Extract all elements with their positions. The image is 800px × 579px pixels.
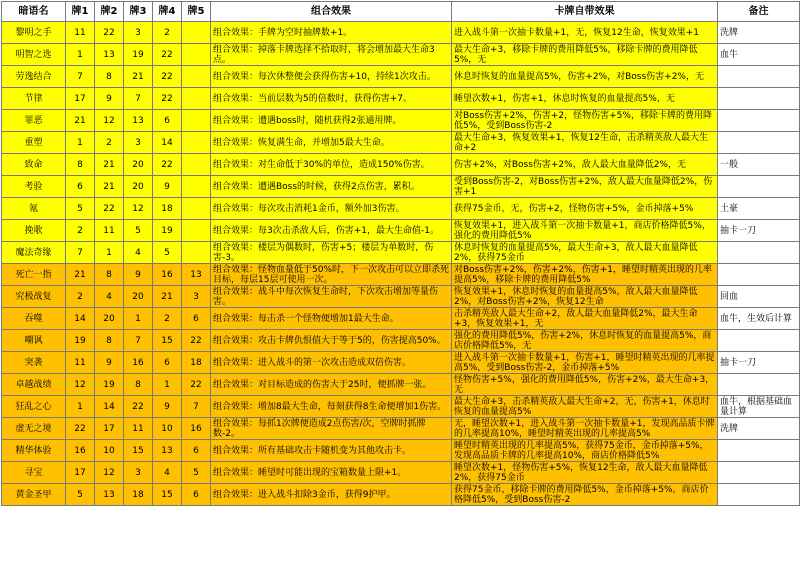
card-number-cell: 2 (153, 308, 182, 330)
card-number-cell (182, 242, 211, 264)
cipher-name-cell: 挽歌 (2, 220, 66, 242)
card-number-cell: 13 (182, 264, 211, 286)
card-effect-cell: 获得75金币，移除卡牌的费用降低5%，金币掉落+5%，商店价格降低5%，受到Boss伤害-2 (452, 484, 718, 506)
card-number-cell: 1 (95, 242, 124, 264)
card-number-cell: 19 (95, 374, 124, 396)
card-effect-cell: 获得75金币，无，伤害+2，怪物伤害+5%，金币掉落+5% (452, 198, 718, 220)
card-number-cell: 4 (124, 242, 153, 264)
card-number-cell: 22 (153, 154, 182, 176)
cipher-name-cell: 究极战复 (2, 286, 66, 308)
card-number-cell: 20 (124, 154, 153, 176)
combo-effect-cell: 组合效果：每3次击杀敌人后，伤害+1，最大生命值-1。 (211, 220, 452, 242)
cipher-name-cell: 罪恶 (2, 110, 66, 132)
card-effect-cell: 睡望时精英出现的几率提高5%，获得75金币，金币掉落+5%，发现高品质卡牌的几率提高10%，商店价格降低5% (452, 440, 718, 462)
card-number-cell: 22 (153, 88, 182, 110)
card-number-cell: 13 (124, 110, 153, 132)
cipher-name-cell: 劳逸结合 (2, 66, 66, 88)
cipher-name-cell: 重塑 (2, 132, 66, 154)
card-number-cell: 8 (66, 154, 95, 176)
card-number-cell: 15 (153, 330, 182, 352)
combo-effect-cell: 组合效果：增加8最大生命，每刻获得8生命便增加1伤害。 (211, 396, 452, 418)
table-body (2, 22, 800, 506)
card-number-cell: 19 (66, 330, 95, 352)
note-cell: 血牛，生效后计算 (718, 308, 800, 330)
table-row (2, 308, 800, 330)
card-effect-cell: 恢复效果+1，进入战斗第一次抽卡数量+1，商店价格降低5%，强化的费用降低5% (452, 220, 718, 242)
column-header: 牌2 (95, 2, 124, 22)
card-number-cell (182, 22, 211, 44)
card-number-cell: 12 (95, 462, 124, 484)
combo-effect-cell: 组合效果：怪物血量低于50%时，下一次攻击可以立即杀死目标，每层15层可使用一次。 (211, 264, 452, 286)
card-number-cell (182, 88, 211, 110)
note-cell (718, 66, 800, 88)
card-number-cell: 15 (124, 440, 153, 462)
card-number-cell: 16 (124, 352, 153, 374)
card-number-cell: 6 (182, 484, 211, 506)
card-number-cell: 20 (124, 176, 153, 198)
card-number-cell: 11 (95, 220, 124, 242)
cipher-name-cell: 狂乱之心 (2, 396, 66, 418)
card-number-cell: 16 (153, 264, 182, 286)
combo-effect-cell: 组合效果：对生命低于30%的单位，造成150%伤害。 (211, 154, 452, 176)
cipher-name-cell: 突袭 (2, 352, 66, 374)
card-number-cell: 9 (95, 352, 124, 374)
card-effect-cell: 强化的费用降低5%，伤害+2%，休息时恢复的血量提高5%，商店价格降低5%，无 (452, 330, 718, 352)
combo-effect-cell: 组合效果：每次攻击消耗1金币，额外加3伤害。 (211, 198, 452, 220)
card-effect-cell: 受到Boss伤害-2，对Boss伤害+2%，敌人最大血量降低2%，伤害+1 (452, 176, 718, 198)
note-cell: 洗牌 (718, 22, 800, 44)
card-number-cell: 5 (182, 462, 211, 484)
card-number-cell: 13 (95, 484, 124, 506)
note-cell (718, 242, 800, 264)
card-number-cell: 19 (153, 220, 182, 242)
note-cell: 抽卡一刀 (718, 220, 800, 242)
card-number-cell: 8 (124, 374, 153, 396)
table-row (2, 264, 800, 286)
combo-effect-cell: 组合效果：遭遇Boss的时候，获得2点伤害，累积。 (211, 176, 452, 198)
cipher-table (1, 1, 800, 506)
table-row (2, 220, 800, 242)
combo-effect-cell: 组合效果：所有基础攻击卡随机变为其他攻击卡。 (211, 440, 452, 462)
card-number-cell: 8 (95, 330, 124, 352)
cipher-name-cell: 精华体验 (2, 440, 66, 462)
combo-effect-cell: 组合效果：每次休整便会获得伤害+10，持续1次攻击。 (211, 66, 452, 88)
table-row (2, 154, 800, 176)
card-number-cell: 1 (66, 132, 95, 154)
column-header: 备注 (718, 2, 800, 22)
card-number-cell: 17 (66, 462, 95, 484)
note-cell: 土豪 (718, 198, 800, 220)
combo-effect-cell: 组合效果：当前层数为5的倍数时，获得伤害+7。 (211, 88, 452, 110)
table-row (2, 374, 800, 396)
card-number-cell: 10 (153, 418, 182, 440)
card-number-cell: 8 (95, 264, 124, 286)
card-number-cell: 22 (95, 198, 124, 220)
table-row (2, 330, 800, 352)
note-cell: 回血 (718, 286, 800, 308)
column-header: 牌3 (124, 2, 153, 22)
card-number-cell: 10 (95, 440, 124, 462)
combo-effect-cell: 组合效果：楼层为偶数时，伤害+5；楼层为单数时，伤害-3。 (211, 242, 452, 264)
cipher-name-cell: 死亡一指 (2, 264, 66, 286)
card-number-cell: 22 (66, 418, 95, 440)
card-number-cell: 7 (66, 242, 95, 264)
header-row (2, 2, 800, 22)
card-number-cell: 6 (153, 110, 182, 132)
cipher-name-cell: 黎明之手 (2, 22, 66, 44)
column-header: 组合效果 (211, 2, 452, 22)
card-number-cell: 14 (66, 308, 95, 330)
note-cell (718, 176, 800, 198)
card-number-cell: 21 (153, 286, 182, 308)
card-number-cell: 6 (153, 352, 182, 374)
note-cell: 一般 (718, 154, 800, 176)
card-number-cell: 2 (95, 132, 124, 154)
card-number-cell: 14 (153, 132, 182, 154)
table-row (2, 88, 800, 110)
card-effect-cell: 进入战斗第一次抽卡数量+1，伤害+1，睡望时精英出现的几率提高5%，受到Boss伤害-2，金币掉落+5% (452, 352, 718, 374)
card-number-cell: 19 (124, 44, 153, 66)
note-cell: 血牛 (718, 44, 800, 66)
note-cell (718, 132, 800, 154)
card-number-cell: 5 (66, 198, 95, 220)
card-effect-cell: 最大生命+3，移除卡牌的费用降低5%，移除卡牌的费用降低5%，无 (452, 44, 718, 66)
card-number-cell: 12 (95, 110, 124, 132)
card-number-cell: 22 (182, 330, 211, 352)
table-row (2, 418, 800, 440)
table-row (2, 198, 800, 220)
card-number-cell (182, 110, 211, 132)
card-number-cell (182, 198, 211, 220)
table-row (2, 110, 800, 132)
card-number-cell: 3 (182, 286, 211, 308)
combo-effect-cell: 组合效果：恢复满生命，并增加5最大生命。 (211, 132, 452, 154)
card-effect-cell: 对Boss伤害+2%，伤害+2%，伤害+1，睡望时精英出现的几率提高5%，移除卡牌的费用降低5% (452, 264, 718, 286)
column-header: 卡牌自带效果 (452, 2, 718, 22)
card-number-cell: 17 (66, 88, 95, 110)
column-header: 牌1 (66, 2, 95, 22)
card-number-cell: 18 (124, 484, 153, 506)
cipher-name-cell: 虚无之境 (2, 418, 66, 440)
card-effect-cell: 进入战斗第一次抽卡数量+1，无，恢复12生命，恢复效果+1 (452, 22, 718, 44)
combo-effect-cell: 组合效果：攻击卡牌仇恨值大于等于5的，伤害提高50%。 (211, 330, 452, 352)
card-number-cell: 3 (124, 462, 153, 484)
card-number-cell: 17 (95, 418, 124, 440)
table-row (2, 132, 800, 154)
card-number-cell: 2 (153, 22, 182, 44)
combo-effect-cell: 组合效果：掉落卡牌选择不拾取时，将会增加最大生命3点。 (211, 44, 452, 66)
cipher-name-cell: 黄金圣甲 (2, 484, 66, 506)
card-number-cell: 1 (124, 308, 153, 330)
card-number-cell: 4 (153, 462, 182, 484)
card-number-cell: 13 (95, 44, 124, 66)
card-number-cell: 9 (95, 88, 124, 110)
card-number-cell: 22 (153, 44, 182, 66)
cipher-name-cell: 吞噬 (2, 308, 66, 330)
cipher-name-cell: 节律 (2, 88, 66, 110)
card-effect-cell: 最大生命+3，恢复效果+1，恢复12生命，击杀精英敌人最大生命+2 (452, 132, 718, 154)
card-number-cell: 21 (66, 264, 95, 286)
table-row (2, 440, 800, 462)
card-number-cell (182, 44, 211, 66)
column-header: 牌4 (153, 2, 182, 22)
cipher-name-cell: 氪 (2, 198, 66, 220)
column-header: 暗语名 (2, 2, 66, 22)
card-number-cell: 21 (66, 110, 95, 132)
note-cell: 洗牌 (718, 418, 800, 440)
note-cell (718, 110, 800, 132)
card-effect-cell: 恢复效果+1，休息时恢复的血量提高5%，敌人最大血量降低2%，对Boss伤害+2%，恢复12生命 (452, 286, 718, 308)
card-effect-cell: 睡望次数+1，伤害+1，休息时恢复的血量提高5%，无 (452, 88, 718, 110)
card-effect-cell: 伤害+2%，对Boss伤害+2%，敌人最大血量降低2%，无 (452, 154, 718, 176)
note-cell: 血牛，根据基础血量计算 (718, 396, 800, 418)
card-number-cell: 20 (95, 308, 124, 330)
card-number-cell: 12 (66, 374, 95, 396)
card-number-cell: 22 (182, 374, 211, 396)
table-row (2, 66, 800, 88)
table-row (2, 22, 800, 44)
card-number-cell: 2 (66, 220, 95, 242)
card-number-cell (182, 132, 211, 154)
note-cell (718, 484, 800, 506)
card-effect-cell: 对Boss伤害+2%，伤害+2，怪物伤害+5%，移除卡牌的费用降低5%，受到Boss伤害-2 (452, 110, 718, 132)
table-row (2, 176, 800, 198)
note-cell (718, 440, 800, 462)
card-number-cell: 3 (124, 22, 153, 44)
card-number-cell: 22 (124, 396, 153, 418)
table-row (2, 462, 800, 484)
note-cell (718, 330, 800, 352)
combo-effect-cell: 组合效果：遭遇boss时，随机获得2张通用牌。 (211, 110, 452, 132)
card-number-cell: 9 (153, 176, 182, 198)
card-number-cell: 18 (153, 198, 182, 220)
card-effect-cell: 无，睡望次数+1，进入战斗第一次抽卡数量+1，发现高品质卡牌的几率提高10%，睡望时精英出现的几率提高5% (452, 418, 718, 440)
combo-effect-cell: 组合效果：每抓1次牌便造成2点伤害/次，空牌时抓牌数-2。 (211, 418, 452, 440)
card-number-cell: 21 (95, 154, 124, 176)
card-number-cell: 11 (124, 418, 153, 440)
card-number-cell: 7 (182, 396, 211, 418)
table-row (2, 352, 800, 374)
card-effect-cell: 怪物伤害+5%，强化的费用降低5%，伤害+2%，最大生命+3，无 (452, 374, 718, 396)
card-number-cell (182, 154, 211, 176)
card-number-cell: 14 (95, 396, 124, 418)
combo-effect-cell: 组合效果：对目标造成的伤害大于25时，便抓牌一张。 (211, 374, 452, 396)
card-number-cell: 13 (153, 440, 182, 462)
card-number-cell: 5 (153, 242, 182, 264)
note-cell (718, 88, 800, 110)
card-number-cell: 3 (124, 132, 153, 154)
note-cell (718, 462, 800, 484)
card-number-cell: 9 (153, 396, 182, 418)
cipher-name-cell: 致命 (2, 154, 66, 176)
cipher-name-cell: 明智之选 (2, 44, 66, 66)
card-number-cell: 22 (95, 22, 124, 44)
card-effect-cell: 睡望次数+1，怪物伤害+5%，恢复12生命，敌人最大血量降低2%，获得75金币 (452, 462, 718, 484)
cipher-name-cell: 嘲讽 (2, 330, 66, 352)
card-number-cell: 6 (66, 176, 95, 198)
card-number-cell: 1 (66, 396, 95, 418)
card-number-cell: 8 (95, 66, 124, 88)
note-cell: 抽卡一刀 (718, 352, 800, 374)
card-number-cell: 7 (124, 330, 153, 352)
cipher-name-cell: 卓越战绩 (2, 374, 66, 396)
card-number-cell (182, 66, 211, 88)
card-number-cell: 7 (124, 88, 153, 110)
card-number-cell: 11 (66, 22, 95, 44)
card-number-cell (182, 220, 211, 242)
card-number-cell: 22 (153, 66, 182, 88)
card-number-cell: 7 (66, 66, 95, 88)
combo-effect-cell: 组合效果：睡望时可能出现的宝箱数量上限+1。 (211, 462, 452, 484)
card-effect-cell: 休息时恢复的血量提高5%，伤害+2%，对Boss伤害+2%，无 (452, 66, 718, 88)
card-number-cell: 16 (182, 418, 211, 440)
card-number-cell (182, 176, 211, 198)
card-number-cell: 1 (66, 44, 95, 66)
table-row (2, 44, 800, 66)
card-number-cell: 2 (66, 286, 95, 308)
card-number-cell: 6 (182, 440, 211, 462)
card-number-cell: 20 (124, 286, 153, 308)
combo-effect-cell: 组合效果：进入战斗扣除3金币，获得9护甲。 (211, 484, 452, 506)
card-number-cell: 5 (124, 220, 153, 242)
table-row (2, 396, 800, 418)
card-number-cell: 11 (66, 352, 95, 374)
combo-effect-cell: 组合效果：手牌为空时抽牌数+1。 (211, 22, 452, 44)
card-number-cell: 18 (182, 352, 211, 374)
card-number-cell: 5 (66, 484, 95, 506)
table-row (2, 286, 800, 308)
cipher-name-cell: 魔法奇缘 (2, 242, 66, 264)
note-cell (718, 374, 800, 396)
card-effect-cell: 休息时恢复的血量提高5%，最大生命+3，敌人最大血量降低2%，获得75金币 (452, 242, 718, 264)
cipher-name-cell: 考验 (2, 176, 66, 198)
card-number-cell: 21 (124, 66, 153, 88)
card-number-cell: 1 (153, 374, 182, 396)
column-header: 牌5 (182, 2, 211, 22)
combo-effect-cell: 组合效果：每击杀一个怪物便增加1最大生命。 (211, 308, 452, 330)
card-number-cell: 4 (95, 286, 124, 308)
card-effect-cell: 击杀精英敌人最大生命+2，敌人最大血量降低2%，最大生命+3，恢复效果+1，无 (452, 308, 718, 330)
note-cell (718, 264, 800, 286)
table-row (2, 242, 800, 264)
cipher-name-cell: 寻宝 (2, 462, 66, 484)
card-number-cell: 9 (124, 264, 153, 286)
combo-effect-cell: 组合效果：战斗中每次恢复生命时，下次攻击增加等量伤害。 (211, 286, 452, 308)
card-number-cell: 21 (95, 176, 124, 198)
card-number-cell: 12 (124, 198, 153, 220)
card-number-cell: 15 (153, 484, 182, 506)
card-number-cell: 6 (182, 308, 211, 330)
combo-effect-cell: 组合效果：进入战斗的第一次攻击造成双倍伤害。 (211, 352, 452, 374)
card-effect-cell: 最大生命+3，击杀精英敌人最大生命+2，无，伤害+1，休息时恢复的血量提高5% (452, 396, 718, 418)
table-row (2, 484, 800, 506)
card-number-cell: 16 (66, 440, 95, 462)
